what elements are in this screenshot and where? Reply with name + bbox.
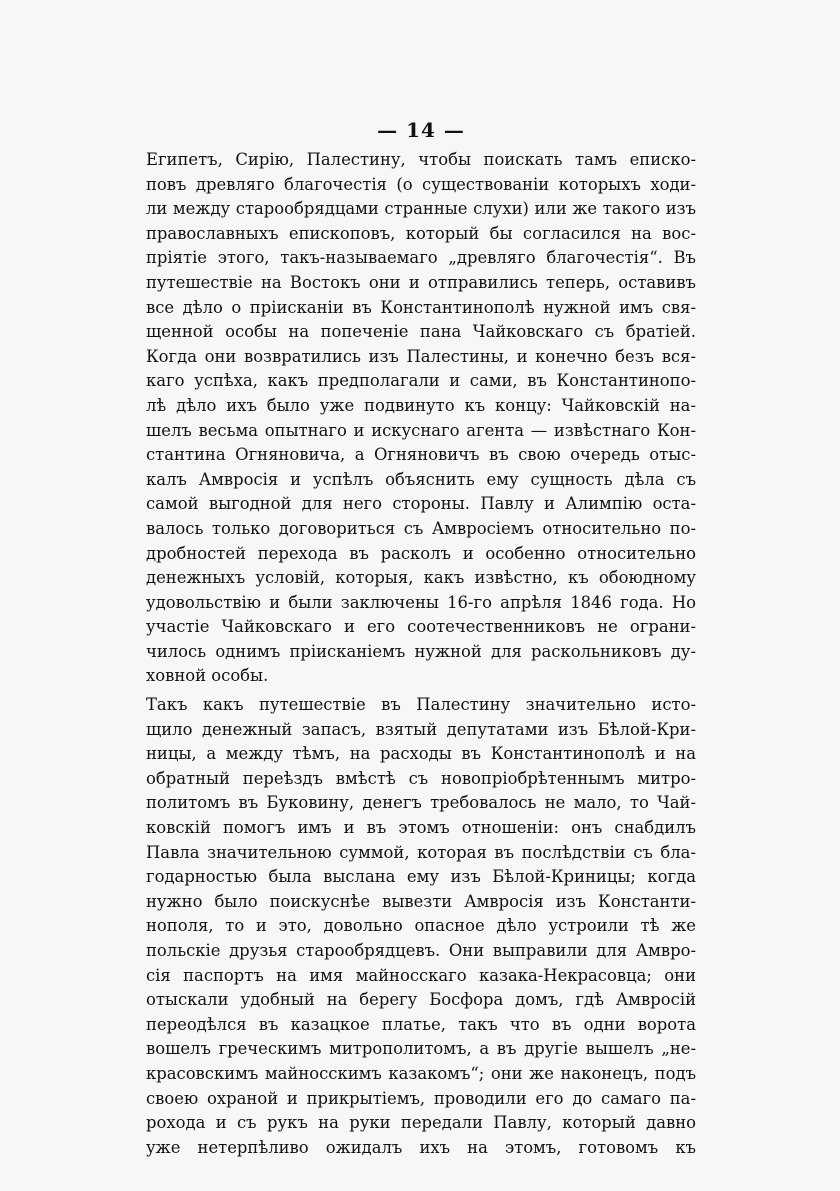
text-line: Когда они возвратились изъ Палестины, и конечно безъ вся-: [146, 346, 696, 366]
text-line: пріятіе этого, такъ-называемаго „древляго благочестія“. Въ: [146, 248, 696, 268]
text-line: красовскимъ майносскимъ казакомъ“; они же наконецъ, подъ: [146, 1063, 696, 1083]
text-line: отыскали удобный на берегу Босфора домъ, гдѣ Амвросій: [146, 990, 696, 1010]
text-line: политомъ въ Буковину, денегъ требовалось не мало, то Чай-: [146, 793, 696, 813]
text-line: годарностью была выслана ему изъ Бѣлой-Криницы; когда: [146, 867, 696, 887]
text-line: щило денежный запасъ, взятый депутатами изъ Бѣлой-Кри-: [146, 719, 696, 739]
text-line: польскіе друзья старообрядцевъ. Они выправили для Амвро-: [146, 941, 696, 960]
text-line: переодѣлся въ казацкое платье, такъ что въ одни ворота: [146, 1014, 696, 1034]
text-line: ковскій помогъ имъ и въ этомъ отношеніи: онъ снабдилъ: [146, 818, 696, 838]
text-line: своею охраной и прикрытіемъ, проводили его до самаго па-: [146, 1088, 696, 1108]
text-line: Павла значительною суммой, которая въ послѣдствіи съ бла-: [146, 842, 696, 862]
text-line: калъ Амвросія и успѣлъ объяснить ему сущность дѣла съ: [146, 469, 696, 489]
text-line: все дѣло о пріисканіи въ Константинополѣ нужной имъ свя-: [146, 297, 696, 317]
text-line: стантина Огняновича, а Огняновичъ въ свою очередь отыс-: [146, 445, 696, 465]
text-line: сія паспортъ на имя майносскаго казака-Некрасовца; они: [146, 965, 696, 985]
text-line: лѣ дѣло ихъ было уже подвинуто къ концу: Чайковскій на-: [146, 395, 696, 415]
text-line: чилось однимъ пріисканіемъ нужной для раскольниковъ ду-: [146, 641, 696, 661]
book-page: [146, 118, 696, 1160]
paragraph-2: [146, 693, 696, 1160]
text-line: ховной особы.: [146, 666, 269, 686]
text-line: Такъ какъ путешествіе въ Палестину значительно исто-: [146, 695, 696, 715]
text-line: ницы, а между тѣмъ, на расходы въ Константинополѣ и на: [146, 744, 696, 764]
text-line: уже нетерпѣливо ожидалъ ихъ на этомъ, готовомъ къ: [146, 1137, 696, 1157]
text-line: нополя, то и это, довольно опасное дѣло устроили тѣ же: [146, 916, 696, 936]
text-line: дробностей перехода въ расколъ и особенно относительно: [146, 543, 696, 563]
text-line: ли между старообрядцами странные слухи) или же такого изъ: [146, 199, 696, 219]
text-line: каго успѣха, какъ предполагали и сами, въ Константинопо-: [146, 371, 696, 391]
text-line: вошелъ греческимъ митрополитомъ, а въ другіе вышелъ „не-: [146, 1039, 696, 1059]
text-line: рохода и съ рукъ на руки передали Павлу, который давно: [146, 1113, 696, 1133]
page-number: — 14 —: [377, 118, 465, 142]
text-line: повъ древляго благочестія (о существованіи которыхъ ходи-: [146, 174, 696, 194]
text-line: денежныхъ условій, которыя, какъ извѣстно, къ обоюдному: [146, 568, 696, 588]
paragraph-1: [146, 148, 696, 689]
text-line: шелъ весьма опытнаго и искуснаго агента — извѣстнаго Кон-: [146, 420, 696, 440]
text-line: участіе Чайковскаго и его соотечественниковъ не ограни-: [146, 617, 696, 637]
text-line: щенной особы на попеченіе пана Чайковскаго съ братіей.: [146, 322, 696, 342]
text-line: обратный переѣздъ вмѣстѣ съ новопріобрѣтеннымъ митро-: [146, 768, 696, 788]
text-line: нужно было поискуснѣе вывезти Амвросія изъ Константи-: [146, 891, 696, 911]
text-line: удовольствію и были заключены 16-го апрѣля 1846 года. Но: [146, 592, 696, 612]
text-line: путешествіе на Востокъ они и отправились теперь, оставивъ: [146, 272, 696, 292]
text-line: самой выгодной для него стороны. Павлу и Алимпію оста-: [146, 494, 696, 514]
text-line: валось только договориться съ Амвросіемъ относительно по-: [146, 518, 696, 538]
text-line: Египетъ, Сирію, Палестину, чтобы поискать тамъ еписко-: [146, 150, 696, 169]
text-line: православныхъ епископовъ, который бы согласился на вос-: [146, 223, 696, 243]
